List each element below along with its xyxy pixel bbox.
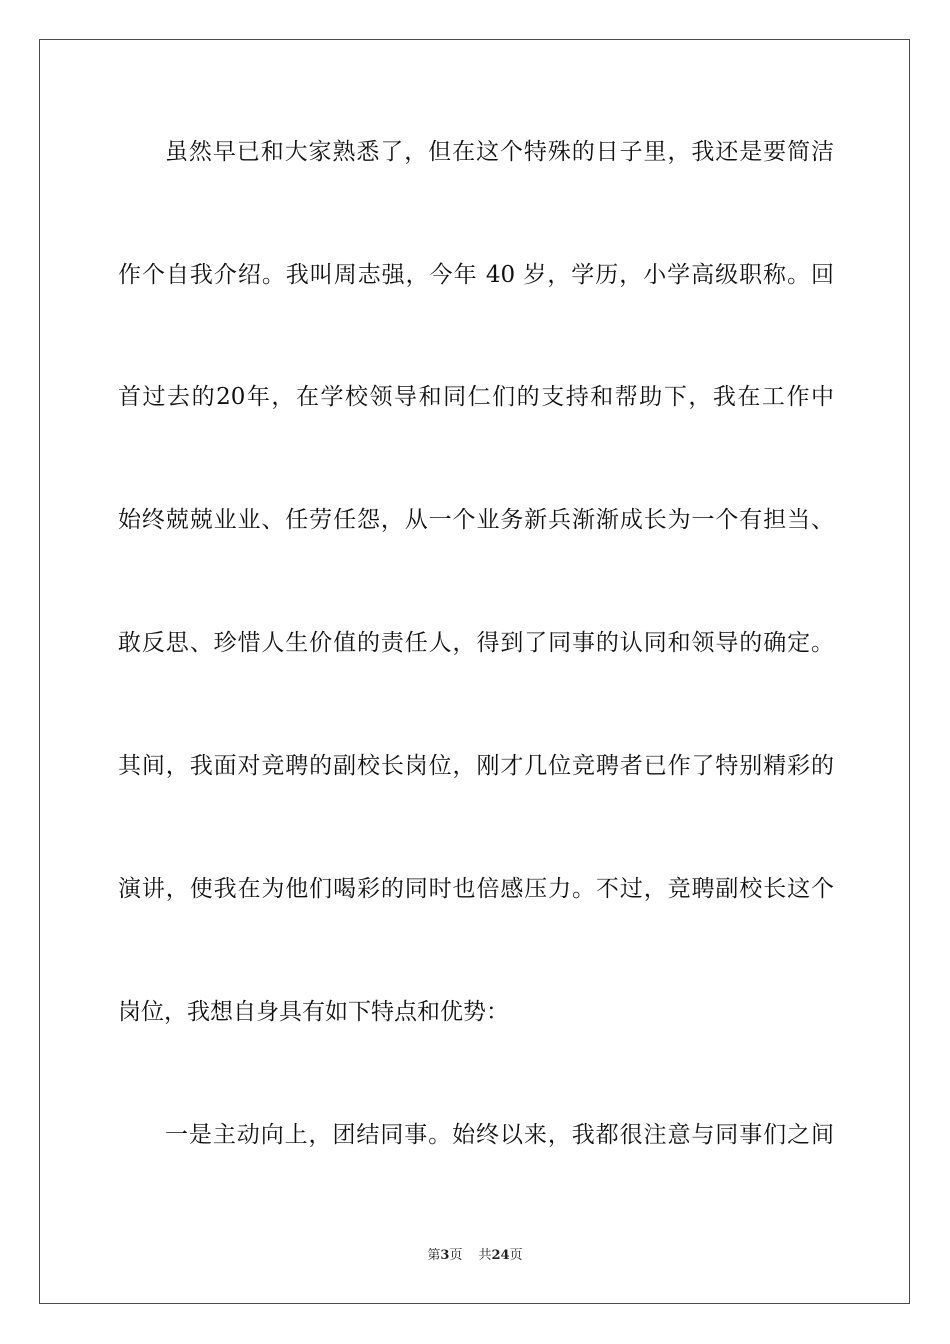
paragraph-line-4: 始终兢兢业业、任劳任怨，从一个业务新兵渐渐成长为一个有担当、 [118,507,834,533]
page-number: 3 [440,1248,450,1263]
paragraph-line-1: 虽然早已和大家熟悉了，但在这个特殊的日子里，我还是要简洁 [165,139,834,165]
total-pages: 24 [491,1248,510,1263]
paragraph-line-3: 首过去的20年，在学校领导和同仁们的支持和帮助下，我在工作中 [118,384,834,410]
paragraph-line-8: 岗位，我想自身具有如下特点和优势： [118,999,509,1025]
page-label-prefix: 第 [427,1248,441,1263]
page-label-suffix: 页 [449,1248,463,1263]
total-label-prefix: 共 [478,1248,492,1263]
paragraph-line-2: 作个自我介绍。我叫周志强，今年 40 岁，学历，小学高级职称。回 [118,262,834,288]
page-border [39,39,910,1304]
paragraph-line-5: 敢反思、珍惜人生价值的责任人，得到了同事的认同和领导的确定。 [118,630,834,656]
paragraph-line-7: 演讲，使我在为他们喝彩的同时也倍感压力。不过，竞聘副校长这个 [118,876,834,902]
page-footer [0,1247,950,1265]
total-label-suffix: 页 [509,1248,523,1263]
paragraph-line-9: 一是主动向上，团结同事。始终以来，我都很注意与同事们之间 [165,1122,834,1148]
paragraph-line-6: 其间，我面对竞聘的副校长岗位，刚才几位竞聘者已作了特别精彩的 [118,753,834,779]
